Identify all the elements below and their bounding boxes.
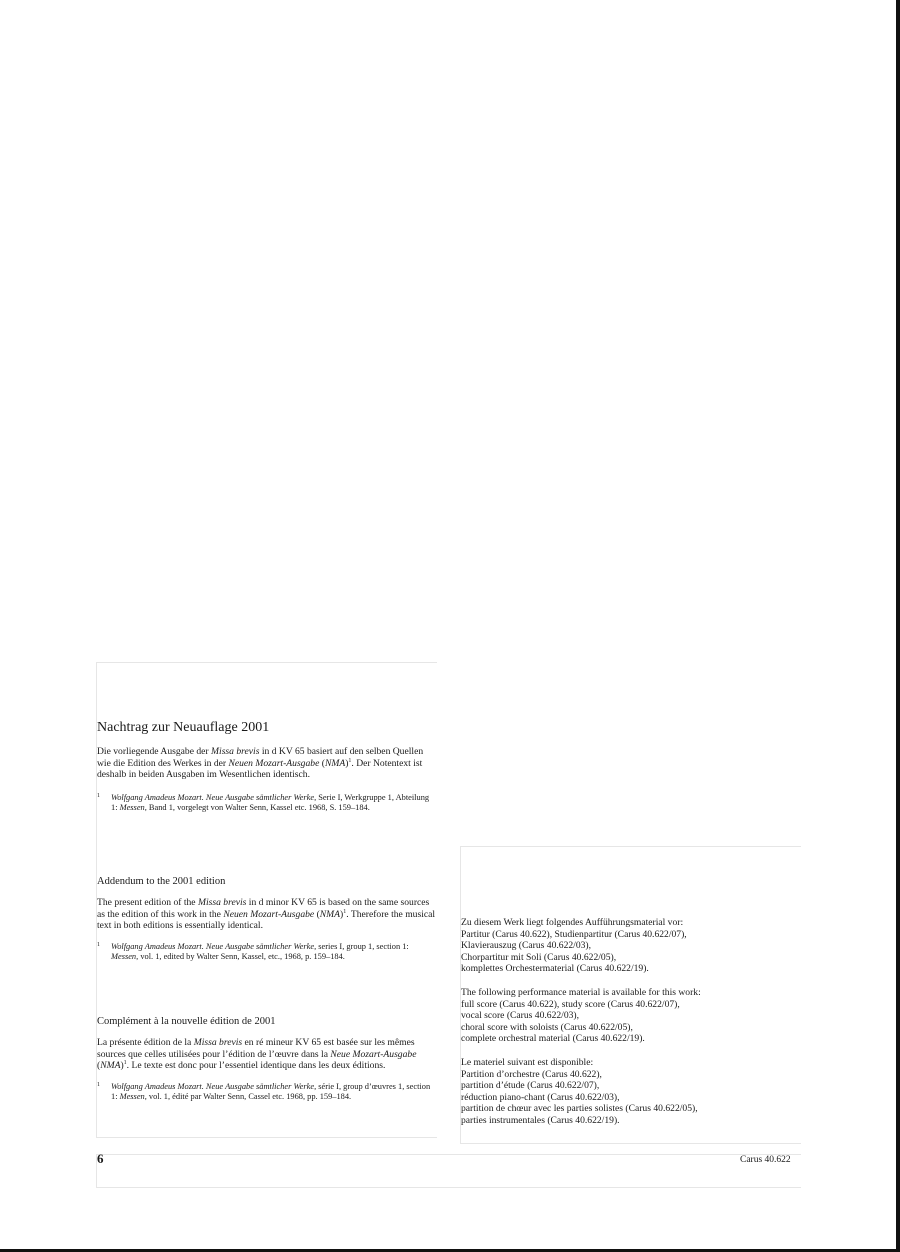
material-german-intro: Zu diesem Werk liegt folgendes Aufführungsmaterial vor: (461, 917, 684, 928)
material-german (461, 917, 801, 975)
addendum-english (97, 876, 437, 963)
footnote-english: 1 Wolfgang Amadeus Mozart. Neue Ausgabe sämtlicher Werke, series I, group 1, section 1: Messen, vol. 1, edited by Walter Senn, Kassel, etc., 1968, p. 159–184. (97, 941, 409, 962)
footnote-german: 1 Wolfgang Amadeus Mozart. Neue Ausgabe sämtlicher Werke, Serie I, Werkgruppe 1, Abteilung 1: Messen, Band 1, vorgelegt von Walter Senn, Kassel etc. 1968, S. 159–184. (97, 792, 430, 813)
material-english-intro: The following performance material is available for this work: (461, 986, 701, 998)
performance-material (461, 917, 801, 1127)
list-item: complete orchestral material (Carus 40.622/19). (461, 1033, 645, 1045)
list-item: Klavierauszug (Carus 40.622/03), (461, 940, 592, 952)
catalog-number: Carus 40.622 (740, 1155, 791, 1165)
footnote-french: 1 Wolfgang Amadeus Mozart. Neue Ausgabe sämtlicher Werke, série I, group d’œuvres 1, section 1: Messen, vol. 1, édité par Walter Senn, Cassel etc. 1968, pp. 159–184. (97, 1081, 431, 1102)
list-item: komplettes Orchestermaterial (Carus 40.622/19). (461, 963, 649, 975)
page-number: 6 (97, 1151, 104, 1166)
list-item: Partitur (Carus 40.622), Studienpartitur (Carus 40.622/07), (461, 928, 687, 940)
page-edge-right (896, 0, 900, 1252)
list-item: full score (Carus 40.622), study score (Carus 40.622/07), (461, 998, 680, 1010)
list-item: partition de chœur avec les parties solistes (Carus 40.622/05), (461, 1103, 698, 1115)
addendum-german (97, 720, 437, 814)
list-item: choral score with soloists (Carus 40.622/05), (461, 1021, 633, 1033)
paragraph-english: The present edition of the Missa brevis in d minor KV 65 is based on the same sources as the edition of this work in the Neuen Mozart-Ausgabe (NMA)$^1$. Therefore the musical text in both editions is essentially identical. (97, 897, 436, 932)
list-item: réduction piano-chant (Carus 40.622/03), (461, 1091, 620, 1103)
addendum-french (97, 1016, 437, 1103)
list-item: Chorpartitur mit Soli (Carus 40.622/05), (461, 951, 617, 963)
list-item: parties instrumentales (Carus 40.622/19). (461, 1114, 620, 1126)
heading-german: Nachtrag zur Neuauflage 2001 (97, 720, 270, 735)
material-french-intro: Le materiel suivant est disponible: (461, 1056, 594, 1068)
paragraph-german: Die vorliegende Ausgabe der Missa brevis in d KV 65 basiert auf den selben Quellen wie die Edition des Werkes in der Neuen Mozart-Ausgabe (NMA)$^1$. Der Notentext ist deshalb in beiden Ausgaben im Wesentlichen identisch. (97, 746, 424, 781)
material-english (461, 987, 801, 1045)
list-item: vocal score (Carus 40.622/03), (461, 1010, 580, 1022)
material-french (461, 1057, 801, 1127)
list-item: partition d’étude (Carus 40.622/07), (461, 1080, 600, 1092)
heading-french: Complément à la nouvelle édition de 2001 (97, 1016, 276, 1027)
list-item: Partition d’orchestre (Carus 40.622), (461, 1068, 602, 1080)
heading-english: Addendum to the 2001 edition (97, 876, 226, 887)
paragraph-french: La présente édition de la Missa brevis en ré mineur KV 65 est basée sur les mêmes sources que celles utilisées pour l’édition de l’œuvre dans la Neue Mozart-Ausgabe (NMA)$^1$. Le texte est donc pour l’essentiel identique dans les deux éditions. (97, 1037, 417, 1072)
footer-frame (96, 1154, 801, 1188)
